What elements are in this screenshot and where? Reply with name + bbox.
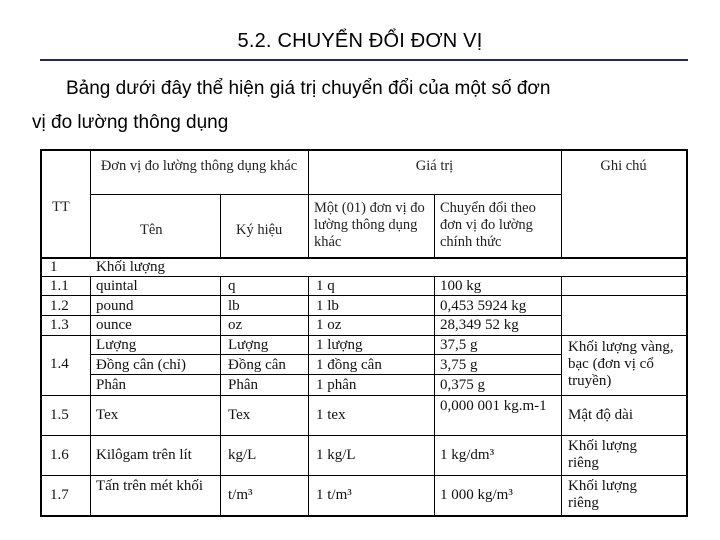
table-border-top (40, 149, 688, 151)
col-line-tt-body (90, 277, 91, 516)
row-1-2-name: pound (96, 298, 134, 314)
row-1-6-tt: 1.6 (50, 447, 69, 463)
row-1-3-tt: 1.3 (50, 317, 69, 333)
row-1-5-conv: 0,000 001 kg.m-1 (440, 398, 547, 414)
row-1-7-note: Khối lượng riêng (568, 478, 637, 511)
col-line-note-body (561, 277, 562, 516)
row-line-3 (40, 335, 688, 336)
row-1-7-one: 1 t/m³ (316, 487, 352, 503)
row-1-2-conv: 0,453 5924 kg (440, 298, 527, 314)
header-converted: Chuyển đổi theo đơn vị đo lường chính thức (440, 200, 536, 250)
row-1-4b-one: 1 đồng cân (316, 357, 382, 373)
row-1-4c-name: Phân (96, 377, 126, 393)
header-subdivider-line (90, 194, 561, 195)
intro-line-1: Bảng dưới đây thể hiện giá trị chuyển đổi của một số đơn (66, 78, 551, 99)
row-line-4b (90, 374, 561, 375)
table-border-bottom (40, 515, 688, 517)
row-1-2-tt: 1.2 (50, 298, 69, 314)
section-row-line (40, 276, 688, 277)
slide-title: 5.2. CHUYỂN ĐỔI ĐƠN VỊ (237, 30, 483, 52)
row-1-3-conv: 28,349 52 kg (440, 317, 519, 333)
row-1-6-note: Khối lượng riêng (568, 438, 637, 471)
table-border-left (40, 149, 42, 517)
header-note: Ghi chú (600, 158, 647, 174)
intro-line-2: vị đo lường thông dụng (32, 112, 229, 133)
row-1-7-tt: 1.7 (50, 487, 69, 503)
row-1-6-conv: 1 kg/dm³ (440, 447, 495, 463)
col-line-symbol-body (220, 277, 221, 516)
row-1-4a-name: Lượng (96, 337, 137, 353)
row-1-4-note: Khối lượng vàng, bạc (đơn vị cổ truyền) (568, 339, 674, 389)
row-line-4a (90, 354, 561, 355)
row-1-1-tt: 1.1 (50, 278, 69, 294)
table-border-right (686, 149, 688, 517)
header-one-unit: Một (01) đơn vị đo lường thông dụng khác (314, 200, 425, 250)
row-1-3-symbol: oz (228, 317, 243, 333)
col-line-converted-body (434, 277, 435, 516)
row-1-6-symbol: kg/L (228, 447, 257, 463)
row-line-5 (40, 395, 688, 396)
row-1-1-conv: 100 kg (440, 278, 482, 294)
row-1-5-name: Tex (96, 407, 119, 423)
row-1-4c-one: 1 phân (316, 377, 357, 393)
row-1-4-tt: 1.4 (50, 356, 69, 372)
row-1-5-note: Mật độ dài (568, 407, 633, 423)
row-1-4a-symbol: Lượng (228, 337, 269, 353)
header-tt: TT (52, 199, 70, 215)
row-1-2-one: 1 lb (316, 298, 339, 314)
header-symbol: Ký hiệu (236, 222, 283, 238)
row-line-6 (40, 435, 688, 436)
header-name: Tên (140, 222, 163, 238)
row-1-4a-conv: 37,5 g (440, 337, 478, 353)
section-name: Khối lượng (96, 259, 165, 275)
row-1-4a-one: 1 lượng (316, 337, 363, 353)
row-1-4c-conv: 0,375 g (440, 377, 485, 393)
row-1-6-name: Kilôgam trên lít (96, 447, 192, 463)
col-line-converted (434, 194, 435, 257)
title-underline (40, 59, 688, 61)
row-1-3-one: 1 oz (316, 317, 342, 333)
row-line-1 (40, 295, 688, 296)
row-1-4c-symbol: Phân (228, 377, 258, 393)
conversion-table (40, 149, 688, 517)
row-line-7 (40, 475, 688, 476)
col-line-symbol (220, 194, 221, 257)
row-1-5-symbol: Tex (228, 407, 251, 423)
row-1-7-name: Tấn trên mét khối (96, 478, 204, 494)
row-1-5-tt: 1.5 (50, 407, 69, 423)
row-1-5-one: 1 tex (316, 407, 346, 423)
row-1-7-conv: 1 000 kg/m³ (440, 487, 513, 503)
row-1-7-symbol: t/m³ (228, 487, 253, 503)
row-line-2 (40, 315, 561, 316)
header-value-group: Giá trị (415, 158, 454, 174)
row-1-4b-name: Đồng cân (chỉ) (96, 357, 186, 373)
section-tt: 1 (50, 259, 58, 275)
row-1-1-name: quintal (96, 278, 138, 294)
intro-paragraph (32, 72, 702, 140)
header-unit-group: Đơn vị đo lường thông dụng khác (100, 158, 298, 174)
row-1-2-symbol: lb (228, 298, 240, 314)
row-1-1-one: 1 q (316, 278, 335, 294)
row-1-6-one: 1 kg/L (316, 447, 356, 463)
row-1-1-symbol: q (228, 278, 236, 294)
row-1-4b-symbol: Đồng cân (228, 357, 286, 373)
col-line-tt (90, 149, 91, 257)
row-1-4b-conv: 3,75 g (440, 357, 478, 373)
col-line-value-body (308, 277, 309, 516)
row-1-3-name: ounce (96, 317, 132, 333)
